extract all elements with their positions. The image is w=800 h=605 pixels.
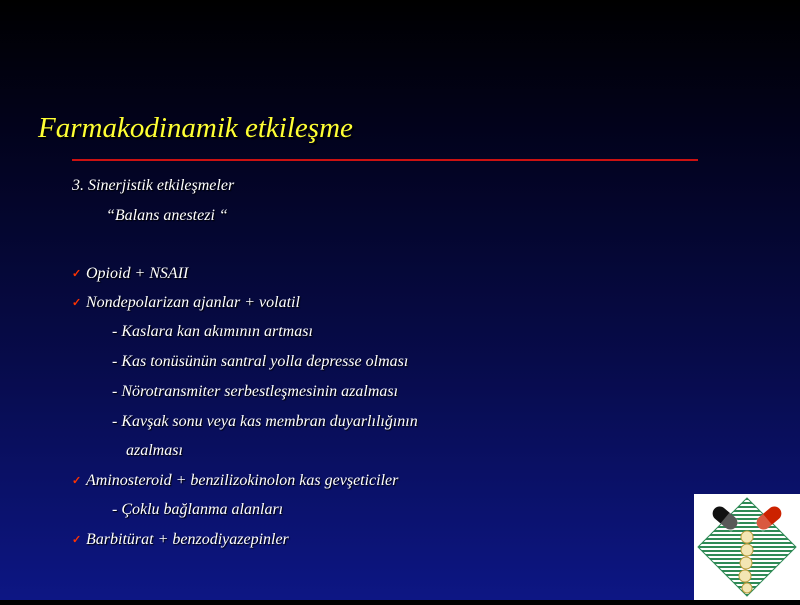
section-subheading: “Balans anestezi “ bbox=[106, 207, 228, 224]
check-icon: ✓ bbox=[72, 475, 82, 487]
check-icon: ✓ bbox=[72, 268, 82, 280]
bullet-item: Aminosteroid + benzilizokinolon kas gevşeticiler bbox=[86, 472, 399, 489]
bullet-item: Barbitürat + benzodiyazepinler bbox=[86, 531, 289, 548]
sub-item: - Kavşak sonu veya kas membran duyarlılığının bbox=[112, 413, 418, 430]
bullet-item: Opioid + NSAII bbox=[86, 265, 189, 282]
section-heading: 3. Sinerjistik etkileşmeler bbox=[72, 177, 235, 194]
sub-item-continuation: azalması bbox=[126, 442, 183, 459]
sub-item: - Kas tonüsünün santral yolla depresse olması bbox=[112, 353, 409, 370]
bullet-item: Nondepolarizan ajanlar + volatil bbox=[86, 294, 300, 311]
pharmacology-logo-icon bbox=[694, 494, 800, 600]
check-icon: ✓ bbox=[72, 534, 82, 546]
sub-item: - Kaslara kan akımının artması bbox=[112, 323, 313, 340]
sub-item: - Nörotransmiter serbestleşmesinin azalması bbox=[112, 383, 399, 400]
sub-item: - Çoklu bağlanma alanları bbox=[112, 501, 284, 518]
check-icon: ✓ bbox=[72, 297, 82, 309]
title-divider bbox=[72, 159, 698, 161]
slide-title: Farmakodinamik etkileşme bbox=[38, 112, 353, 144]
